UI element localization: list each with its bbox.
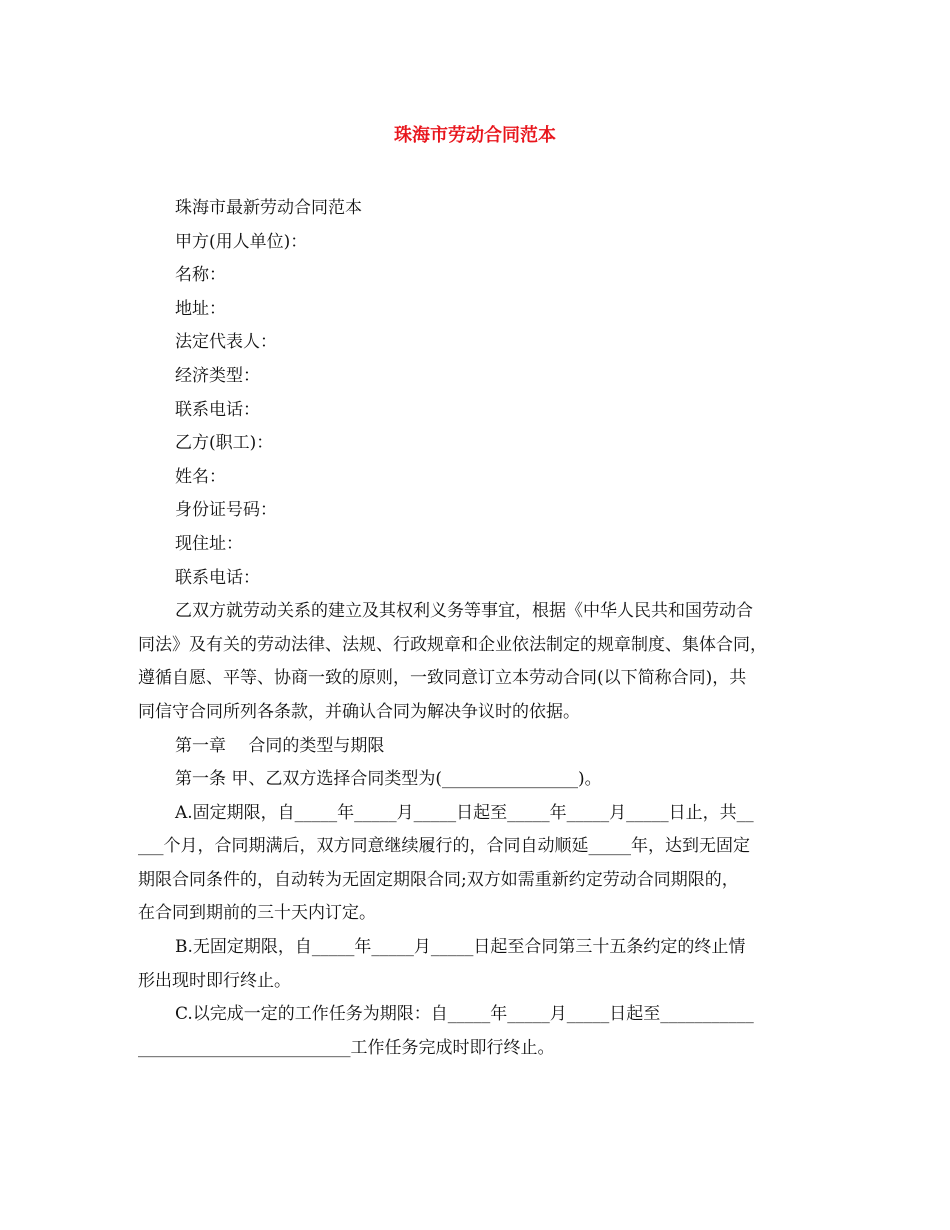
party-b-id-number-field: 身份证号码：	[175, 500, 277, 521]
option-c-paragraph	[138, 998, 818, 1065]
option-a-line: ___个月，合同期满后，双方同意继续履行的，合同自动顺延_____年，达到无固定	[138, 836, 750, 857]
party-b-heading: 乙方(职工)：	[175, 433, 274, 454]
preamble-line: 同信守合同所列各条款，并确认合同为解决争议时的依据。	[138, 701, 580, 722]
document-body	[138, 192, 818, 1065]
article-1: 第一条 甲、乙双方选择合同类型为(________________)。	[175, 769, 602, 790]
party-a-name-field: 名称：	[175, 265, 226, 286]
option-b-line: B.无固定期限，自_____年_____月_____日起至合同第三十五条约定的终止情	[175, 937, 746, 958]
preamble-line: 遵循自愿、平等、协商一致的原则，一致同意订立本劳动合同(以下简称合同)，共	[138, 668, 747, 689]
party-a-economic-type-field: 经济类型：	[175, 365, 260, 386]
preamble-line: 同法》及有关的劳动法律、法规、行政规章和企业依法制定的规章制度、集体合同，	[138, 634, 767, 655]
party-a-legal-rep-field: 法定代表人：	[175, 332, 277, 353]
option-a-line: 在合同到期前的三十天内订定。	[138, 903, 376, 924]
option-b-paragraph	[138, 931, 818, 998]
party-a-heading: 甲方(用人单位)：	[175, 231, 308, 252]
party-a-phone-field: 联系电话：	[175, 399, 260, 420]
party-b-address-field: 现住址：	[175, 533, 243, 554]
option-b-line: 形出现时即行终止。	[138, 970, 291, 991]
chapter-heading: 第一章 合同的类型与期限	[175, 735, 385, 756]
subtitle-line: 珠海市最新劳动合同范本	[175, 198, 362, 218]
party-a-address-field: 地址：	[175, 298, 226, 319]
party-b-name-field: 姓名：	[175, 466, 226, 487]
document-title: 珠海市劳动合同范本	[394, 125, 556, 146]
preamble-line: 乙双方就劳动关系的建立及其权利义务等事宜，根据《中华人民共和国劳动合	[175, 601, 753, 622]
option-a-line: 期限合同条件的，自动转为无固定期限合同;双方如需重新约定劳动合同期限的，	[138, 869, 739, 890]
option-c-line: C.以完成一定的工作任务为期限：自_____年_____月_____日起至___________	[175, 1004, 754, 1025]
party-b-phone-field: 联系电话：	[175, 567, 260, 588]
preamble-paragraph	[138, 595, 818, 729]
option-a-line: A.固定期限，自_____年_____月_____日起至_____年_____月_____日止，共__	[175, 802, 754, 823]
option-c-line: _________________________工作任务完成时即行终止。	[138, 1037, 555, 1058]
option-a-paragraph	[138, 797, 818, 931]
